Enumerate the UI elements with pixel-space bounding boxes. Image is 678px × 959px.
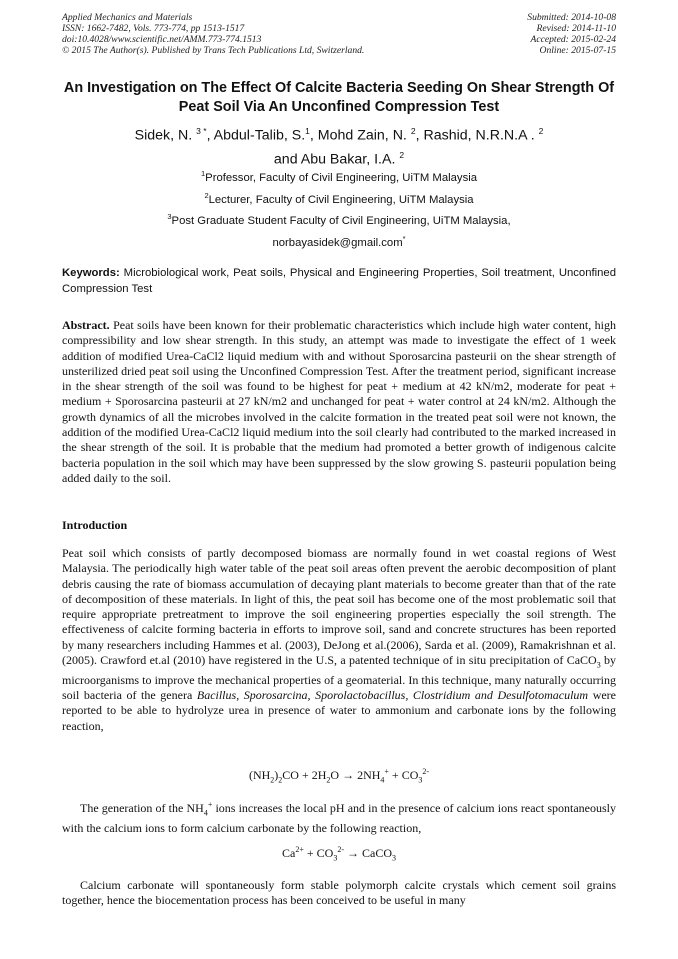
author-name: , Mohd Zain, N. — [309, 127, 407, 144]
keywords-block — [62, 266, 616, 297]
journal-doi: doi:10.4028/www.scientific.net/AMM.773-774.1513 — [62, 34, 262, 45]
journal-header-left — [62, 12, 364, 56]
affiliation-text: Lecturer, Faculty of Civil Engineering, UiTM Malaysia — [208, 193, 474, 206]
subscript: 3 — [596, 660, 601, 670]
affiliation-sup: 1 — [200, 169, 206, 178]
author-list — [70, 122, 608, 169]
author-sup: 2 — [410, 126, 416, 136]
author-name: and Abu Bakar, I.A. — [273, 151, 396, 168]
journal-copyright: © 2015 The Author(s). Published by Trans Tech Publications Ltd, Switzerland. — [62, 45, 365, 56]
journal-issn: ISSN: 1662-7482, Vols. 773-774, pp 1513-1517 — [62, 23, 245, 34]
date-accepted: Accepted: 2015-02-24 — [530, 34, 616, 45]
abstract-block — [62, 318, 616, 486]
paragraph-text: Peat soil which consists of partly decomposed biomass are normally found in wet coastal regions of West Malaysia. The periodically high water table of the peat soil areas often prevent the aerobic decomposition of plant debris causing the rate of biomass accumulation of decaying plant materials to become greater than that of the rate of decomposition of these materials. In light of this, the peat soil has become one of the most problematic soil that require appropriate pretreatment to improve the soil engineering properties especially the soil strength. The effectiveness of calcite forming bacteria in efforts to improve soil, sand and concrete structures has been reported by many researchers including Hammes et al. (2003), DeJong et al.(2006), Sarda et al. (2009), Ramakrishnan et al. (2005). Crawford et.al (2010) have registered in the U.S, a patented technique of in situ precipitation of CaCO — [62, 546, 616, 668]
bacteria-genera: Bacillus, Sporosarcina, Sporolactobacillus, Clostridium and Desulfotomaculum — [196, 688, 589, 703]
author-sup: 1 — [305, 126, 310, 136]
abstract-label: Abstract. — [62, 318, 110, 332]
date-submitted: Submitted: 2014-10-08 — [527, 12, 616, 23]
section-heading-introduction: Introduction — [62, 518, 128, 532]
intro-paragraph-3 — [62, 878, 616, 909]
email-sup: * — [402, 234, 406, 243]
corresponding-email — [40, 232, 638, 250]
author-sup: 3 * — [196, 126, 207, 136]
paragraph-text: Calcium carbonate will spontaneously form stable polymorph calcite crystals which cement soil grains together, hence the biocementation process has been conceived to be useful in many — [62, 878, 616, 908]
affiliation-2 — [40, 189, 638, 207]
paragraph-text: ions increases the local pH and in the presence of calcium ions react spontaneously with the calcium ions to form calcium carbonate by the following reaction, — [62, 801, 616, 835]
author-name: , Abdul-Talib, S. — [206, 127, 306, 144]
subscript: 4 — [203, 808, 208, 818]
affiliation-text: Post Graduate Student Faculty of Civil Engineering, UiTM Malaysia, — [171, 214, 511, 227]
author-sup: 2 — [399, 149, 405, 160]
journal-header-right — [527, 12, 616, 56]
keywords-label: Keywords: — [62, 267, 120, 279]
paragraph-text: The generation of the NH — [80, 801, 204, 815]
affiliation-text: Professor, Faculty of Civil Engineering, UiTM Malaysia — [205, 171, 478, 184]
paper-title: An Investigation on The Effect Of Calcite Bacteria Seeding On Shear Strength Of Peat Soil Via An Unconfined Compression Test — [63, 80, 615, 115]
email-text: norbayasidek@gmail.com — [272, 236, 403, 249]
equation-urea-hydrolysis: $(NH_2)_2CO + 2H_2O \to 2NH_4^+ + CO_3^{2-}$ — [248, 767, 430, 785]
author-name: Sidek, N. — [134, 127, 193, 144]
author-sup: 2 — [538, 126, 544, 136]
keywords-text: Microbiological work, Peat soils, Physical and Engineering Properties, Soil treatment, Unconfined Compression Test — [62, 267, 616, 295]
paragraph-text: by microorganisms to improve the mechanical properties of a geomaterial. In this technique, many naturally occurring soil bacteria of the genera — [62, 653, 617, 703]
affiliation-3 — [40, 210, 638, 228]
equation-calcium-carbonate: $Ca^{2+} + CO_3^{2-}$ → CaCO$_3$ — [282, 845, 396, 863]
intro-paragraph-1 — [62, 546, 616, 734]
date-revised: Revised: 2014-11-10 — [536, 23, 616, 34]
affiliation-sup: 2 — [204, 191, 209, 200]
affiliation-1 — [40, 167, 638, 185]
paragraph-text: were reported to be able to hydrolyze urea in presence of water to ammonium and carbonate ions by the following reaction, — [62, 688, 617, 733]
journal-name: Applied Mechanics and Materials — [62, 12, 193, 23]
date-online: Online: 2015-07-15 — [539, 45, 616, 56]
abstract-text: Peat soils have been known for their problematic characteristics which include high water content, high compressibility and low shear strength. In this study, an attempt was made to investigate the effect of 1 week addition of modified Urea-CaCl2 liquid medium with and without Sporosarcina pasteurii on the shear strength of unsterilized dried peat soil using the Unconfined Compression Test. After the treatment period, significant increase in the shear strength of the soil was found to be highest for peat + medium at 42 kN/m2, moderate for peat + medium + Sporosarcina pasteurii at 27 kN/m2 and unchanged for peat + water control at 24 kN/m2. Although the growth dynamics of all the microbes involved in the calcite formation in the treated peat soil were not known, the addition of the modified Urea-CaCl2 liquid medium into the soil clearly had contributed to the marked increased in the shear strength of the soil. It is probable that the medium had promoted a better growth of indigenous calcite bacteria population in the soil which may have been suppressed by the slow growing S. pasteurii population being added daily to the soil. — [62, 318, 616, 485]
intro-paragraph-2 — [62, 797, 616, 836]
superscript: + — [207, 800, 213, 809]
author-name: , Rashid, N.R.N.A . — [415, 127, 535, 144]
affiliation-sup: 3 — [167, 212, 172, 221]
